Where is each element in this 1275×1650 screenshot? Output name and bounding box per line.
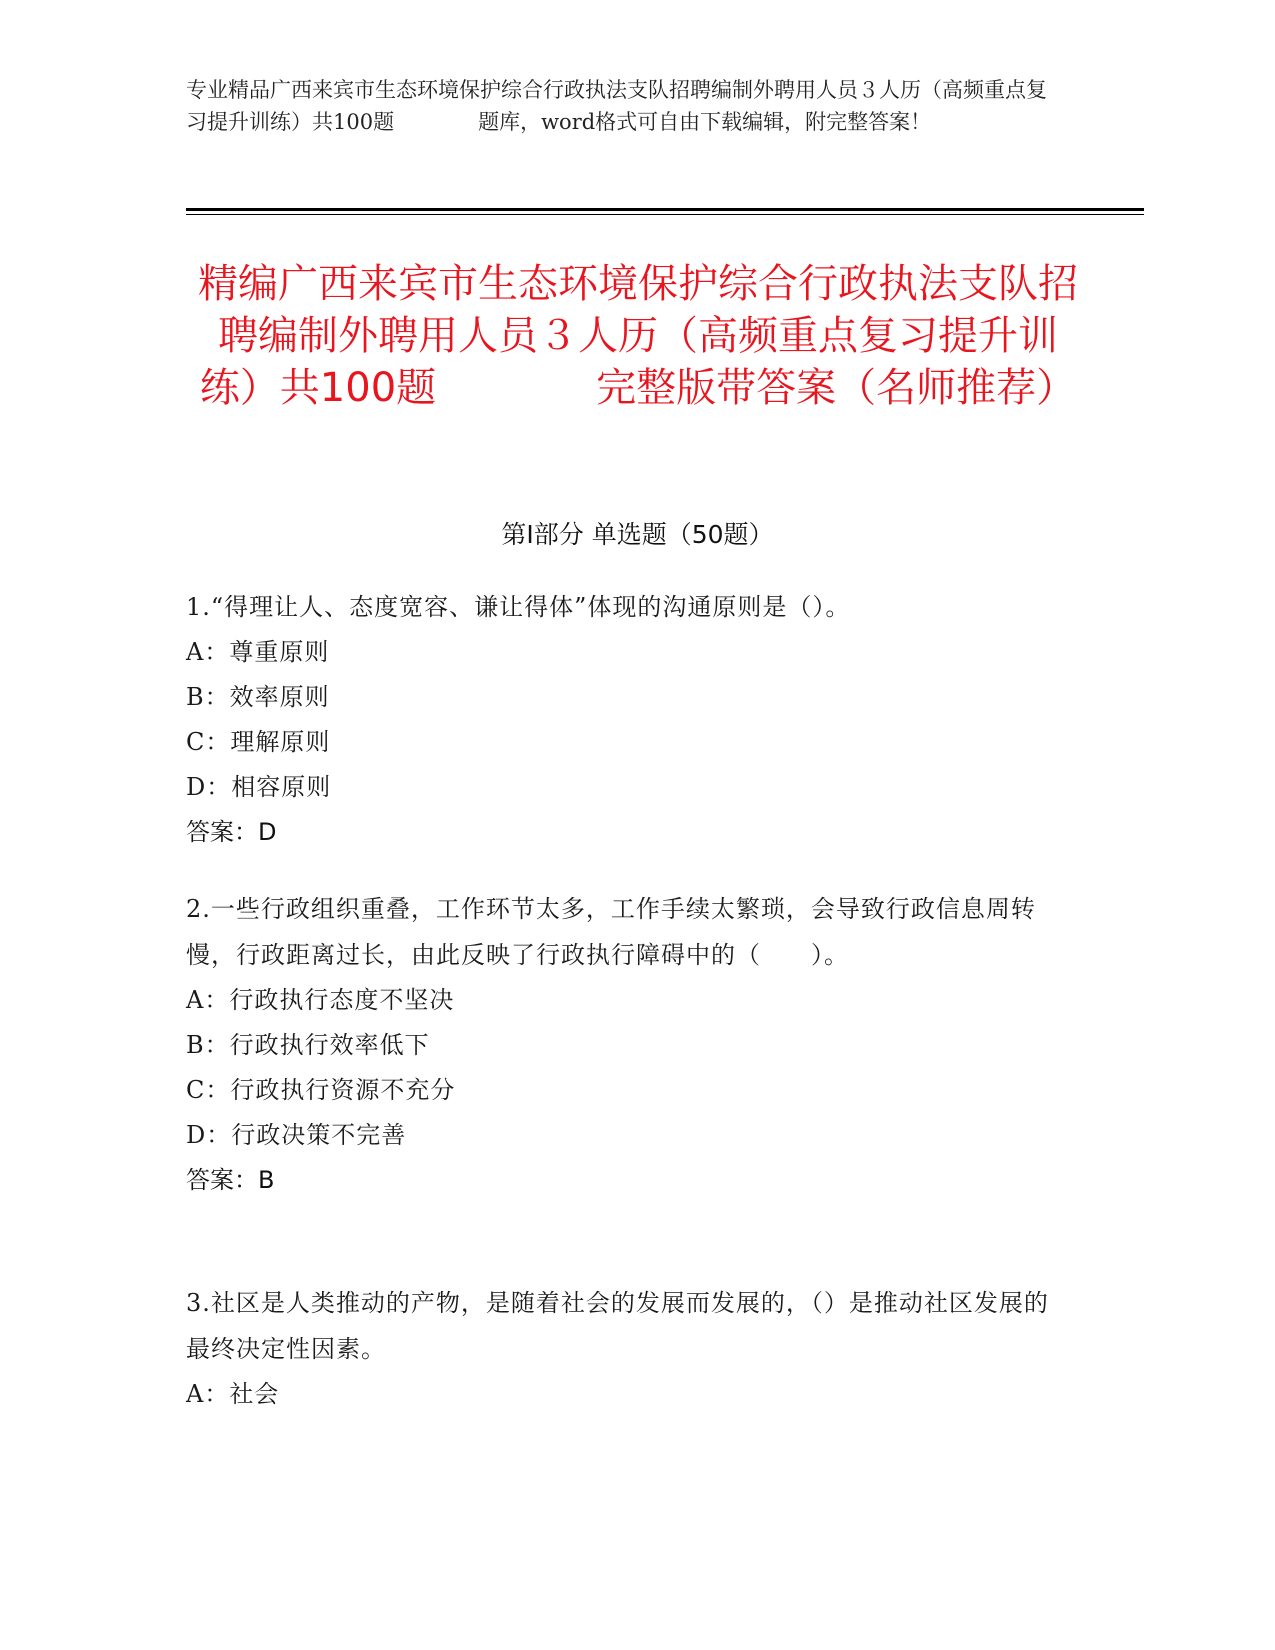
option-a: A：社会	[186, 1380, 280, 1408]
document-title: 精编广西来宾市生态环境保护综合行政执法支队招聘编制外聘用人员３人历（高频重点复习提升训练）共100题 完整版带答案（名师推荐）	[198, 261, 1078, 411]
header-rule-thin	[186, 214, 1144, 215]
answer: 答案：B	[186, 1166, 275, 1194]
option-a: A：尊重原则	[186, 638, 330, 666]
header-rule-thick	[186, 208, 1144, 211]
option-c: C：理解原则	[186, 728, 331, 756]
question-3	[186, 1280, 1066, 1417]
option-b: B：行政执行效率低下	[186, 1031, 430, 1059]
option-d: D：行政决策不完善	[186, 1121, 407, 1149]
answer: 答案：D	[186, 818, 277, 846]
question-2	[186, 886, 1066, 1203]
option-a: A：行政执行态度不坚决	[186, 986, 455, 1014]
question-text: 1.“得理让人、态度宽容、谦让得体”体现的沟通原则是（）。	[186, 593, 851, 621]
question-text: 3.社区是人类推动的产物，是随着社会的发展而发展的，（）是推动社区发展的最终决定性因素。	[186, 1289, 1049, 1363]
section-title: 第Ⅰ部分 单选题（50题）	[501, 520, 774, 549]
question-1	[186, 584, 1066, 855]
question-text: 2.一些行政组织重叠，工作环节太多，工作手续太繁琐，会导致行政信息周转慢，行政距离过长，由此反映了行政执行障碍中的（ ）。	[186, 895, 1036, 969]
option-d: D：相容原则	[186, 773, 332, 801]
option-c: C：行政执行资源不充分	[186, 1076, 456, 1104]
header-note: 专业精品广西来宾市生态环境保护综合行政执法支队招聘编制外聘用人员３人历（高频重点复习提升训练）共100题 题库，word格式可自由下载编辑，附完整答案！	[186, 78, 1047, 134]
option-b: B：效率原则	[186, 683, 330, 711]
